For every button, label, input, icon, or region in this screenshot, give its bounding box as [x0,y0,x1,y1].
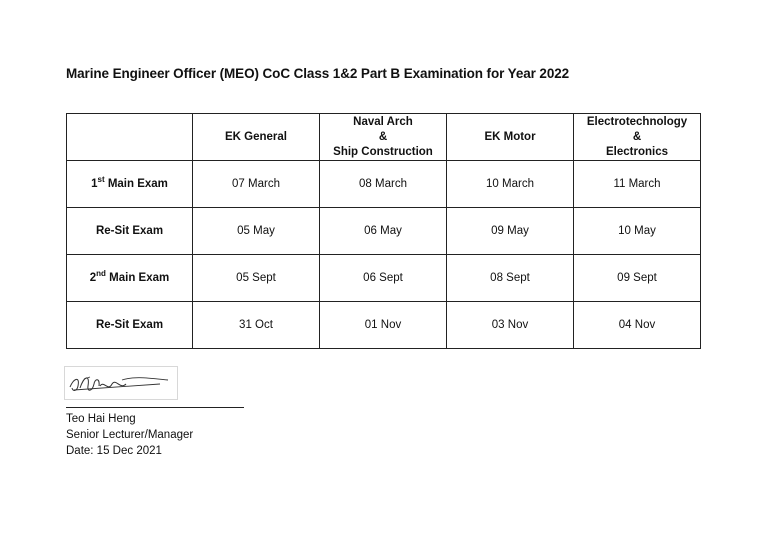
table-row [67,208,701,255]
table-cell: 08 March [320,161,447,208]
column-header-line: EK General [225,130,287,143]
signatory-block [66,411,193,459]
column-header-line: & [632,130,642,143]
signature-line [66,407,244,408]
table-header-row [67,114,701,161]
row-label-second-main-exam: 2nd Main Exam [67,255,193,302]
table-cell: 09 Sept [574,255,701,302]
row-label-first-main-exam: 1st Main Exam [67,161,193,208]
table-cell: 08 Sept [447,255,574,302]
table-row [67,161,701,208]
table-cell: 31 Oct [193,302,320,349]
column-header-naval-arch [320,114,447,161]
table-cell: 04 Nov [574,302,701,349]
document-title: Marine Engineer Officer (MEO) CoC Class 1&2 Part B Examination for Year 2022 [66,66,570,81]
table-cell: 05 May [193,208,320,255]
table-cell: 03 Nov [447,302,574,349]
row-label-resit-exam: Re-Sit Exam [67,302,193,349]
column-header-line: EK Motor [484,130,536,143]
table-cell: 01 Nov [320,302,447,349]
column-header-line: & [378,130,388,143]
header-corner-cell [67,114,193,161]
table-cell: 05 Sept [193,255,320,302]
column-header-line: Electrotechnology [586,115,688,128]
table-cell: 11 March [574,161,701,208]
table-cell: 09 May [447,208,574,255]
table-cell: 06 May [320,208,447,255]
table-cell: 06 Sept [320,255,447,302]
signatory-name: Teo Hai Heng [66,413,136,425]
table-cell: 07 March [193,161,320,208]
signatory-position: Senior Lecturer/Manager [66,429,194,441]
column-header-ek-general [193,114,320,161]
column-header-line: Naval Arch [353,115,413,128]
row-label-resit-exam: Re-Sit Exam [67,208,193,255]
table-cell: 10 March [447,161,574,208]
column-header-line: Electronics [606,145,668,158]
signature-image [64,366,178,400]
signature-date: Date: 15 Dec 2021 [66,445,162,457]
exam-schedule-table [66,113,701,349]
table-row [67,302,701,349]
column-header-electrotechnology [574,114,701,161]
table-row [67,255,701,302]
table-cell: 10 May [574,208,701,255]
column-header-line: Ship Construction [333,145,433,158]
column-header-ek-motor [447,114,574,161]
